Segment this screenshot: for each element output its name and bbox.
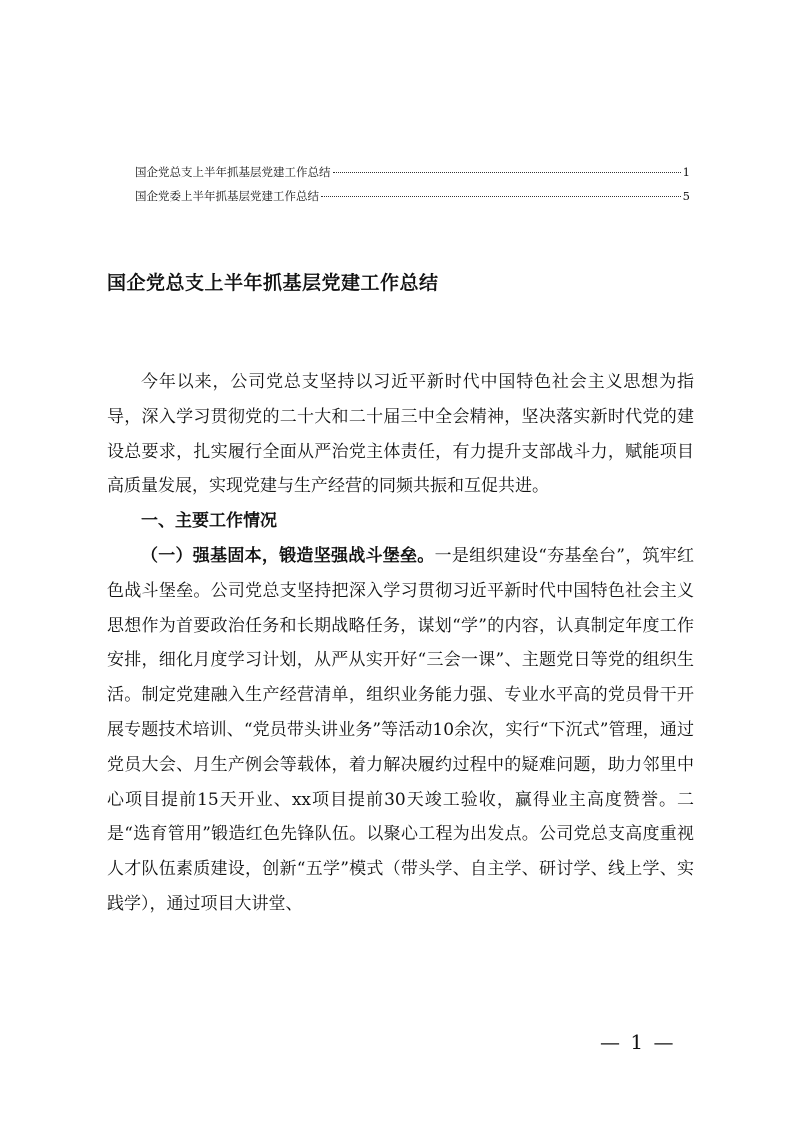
toc-dot-leader [321,196,681,197]
document-body [107,365,694,922]
body-paragraph [107,539,694,922]
document-title: 国企党总支上半年抓基层党建工作总结 [107,272,439,294]
toc-entry-page: 1 [682,165,690,179]
table-of-contents [135,160,690,208]
intro-paragraph: 今年以来，公司党总支坚持以习近平新时代中国特色社会主义思想为指导，深入学习贯彻党的二十大和二十届三中全会精神，坚决落实新时代党的建设总要求，扎实履行全面从严治党主体责任，有力提升支部战斗力，赋能项目高质量发展，实现党建与生产经营的同频共振和互促共进。 [107,372,694,497]
page-number: — 1 — [600,1030,676,1054]
toc-entry-title: 国企党委上半年抓基层党建工作总结 [135,189,319,203]
toc-dot-leader [333,172,681,173]
toc-entry[interactable] [135,160,690,184]
toc-entry[interactable] [135,184,690,208]
paragraph-subheading: （一）强基固本，锻造坚强战斗堡垒。 [141,545,435,566]
paragraph-text: 一是组织建设“夯基垒台”，筑牢红色战斗堡垒。公司党总支坚持把深入学习贯彻习近平新时代中国特色社会主义思想作为首要政治任务和长期战略任务，谋划“学”的内容，认真制定年度工作安排，细化月度学习计划，从严从实开好“三会一课”、主题党日等党的组织生活。制定党建融入生产经营清单，组织业务能力强、专业水平高的党员骨干开展专题技术培训、“党员带头讲业务”等活动10余次，实行“下沉式”管理，通过党员大会、月生产例会等载体，着力解决履约过程中的疑难问题，助力邻里中心项目提前15天开业、xx项目提前30天竣工验收，赢得业主高度赞誉。二是“选育管用”锻造红色先锋队伍。以聚心工程为出发点。公司党总支高度重视人才队伍素质建设，创新“五学”模式（带头学、自主学、研讨学、线上学、实践学），通过项目大讲堂、 [107,545,694,914]
toc-entry-page: 5 [682,189,690,203]
toc-entry-title: 国企党总支上半年抓基层党建工作总结 [135,165,331,179]
section-heading: 一、主要工作情况 [141,511,277,532]
